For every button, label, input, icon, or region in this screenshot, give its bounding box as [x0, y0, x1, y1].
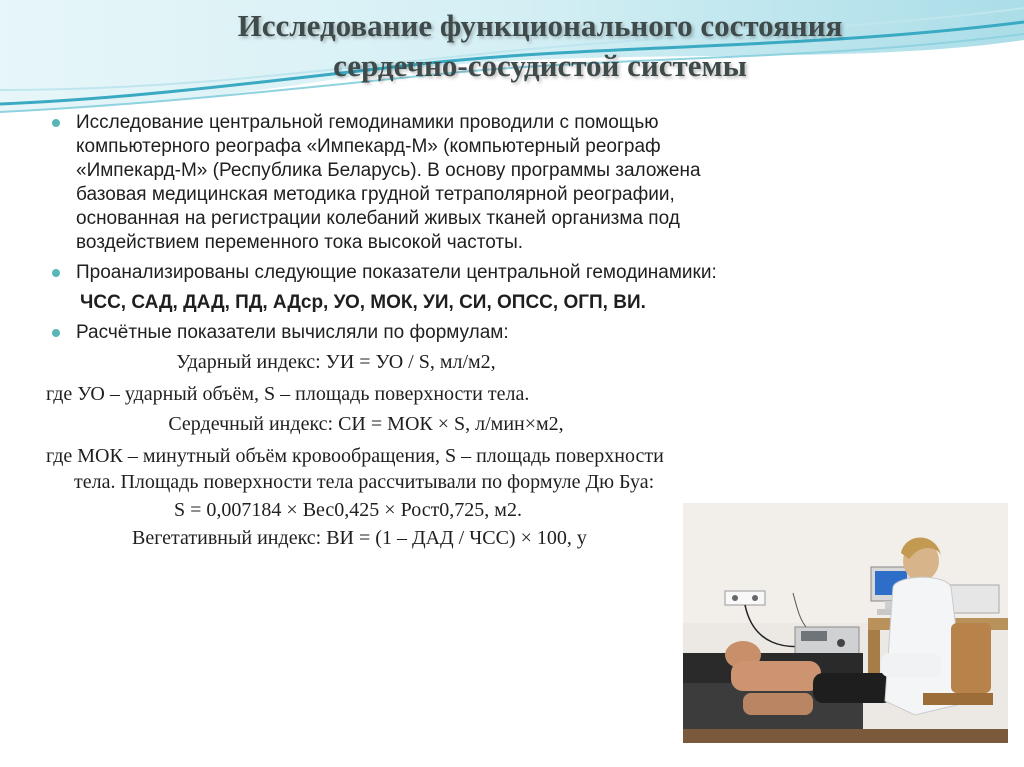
slide-title-line-2: сердечно-сосудистой системы — [333, 48, 747, 83]
where-text-2-line-2: тела. Площадь поверхности тела рассчитывали по формуле Дю Буа: — [74, 471, 655, 493]
bullet-item — [46, 321, 1006, 345]
vegetative-index-formula: Вегетативный индекс: ВИ = (1 – ДАД / ЧСС) × 100, у — [132, 527, 587, 549]
bullet-line: основанная на регистрации колебаний живых тканей организма под — [76, 208, 680, 229]
stroke-index-formula: Ударный индекс: УИ = УО / S, мл/м2, — [176, 351, 496, 373]
where-text-2-line-1: где МОК – минутный объём кровообращения, S – площадь поверхности — [46, 445, 664, 467]
bullet-dot-icon — [52, 269, 60, 277]
dubois-formula: S = 0,007184 × Вес0,425 × Рост0,725, м2. — [174, 499, 522, 521]
slide-title-line-1: Исследование функционального состояния — [237, 8, 843, 43]
where-text-2 — [46, 443, 1006, 495]
indicators-list: ЧСС, САД, ДАД, ПД, АДср, УО, МОК, УИ, СИ, ОПСС, ОГП, ВИ. — [80, 292, 646, 313]
bullet-line: «Импекард-М» (Республика Беларусь). В основу программы заложена — [76, 160, 701, 181]
bullet-dot-icon — [52, 329, 60, 337]
reography-photo — [683, 503, 1008, 743]
bullet-line: Исследование центральной гемодинамики проводили с помощью — [76, 112, 659, 133]
bullet-line: базовая медицинская методика грудной тетраполярной реографии, — [76, 184, 675, 205]
slide-body — [46, 111, 1006, 551]
bullet-item — [46, 111, 836, 255]
bullet-line: Проанализированы следующие показатели центральной гемодинамики: — [76, 262, 717, 283]
cardiac-index-formula: Сердечный индекс: СИ = МОК × S, л/мин×м2, — [168, 413, 564, 435]
where-text-1: где УО – ударный объём, S – площадь поверхности тела. — [46, 383, 530, 405]
bullet-line: воздействием переменного тока высокой частоты. — [76, 232, 524, 253]
bullet-line: Расчётные показатели вычисляли по формулам: — [76, 322, 509, 343]
bullet-item — [46, 261, 1006, 285]
slide-title — [100, 6, 980, 86]
bullet-dot-icon — [52, 119, 60, 127]
bullet-line: компьютерного реографа «Импекард-М» (компьютерный реограф — [76, 136, 661, 157]
